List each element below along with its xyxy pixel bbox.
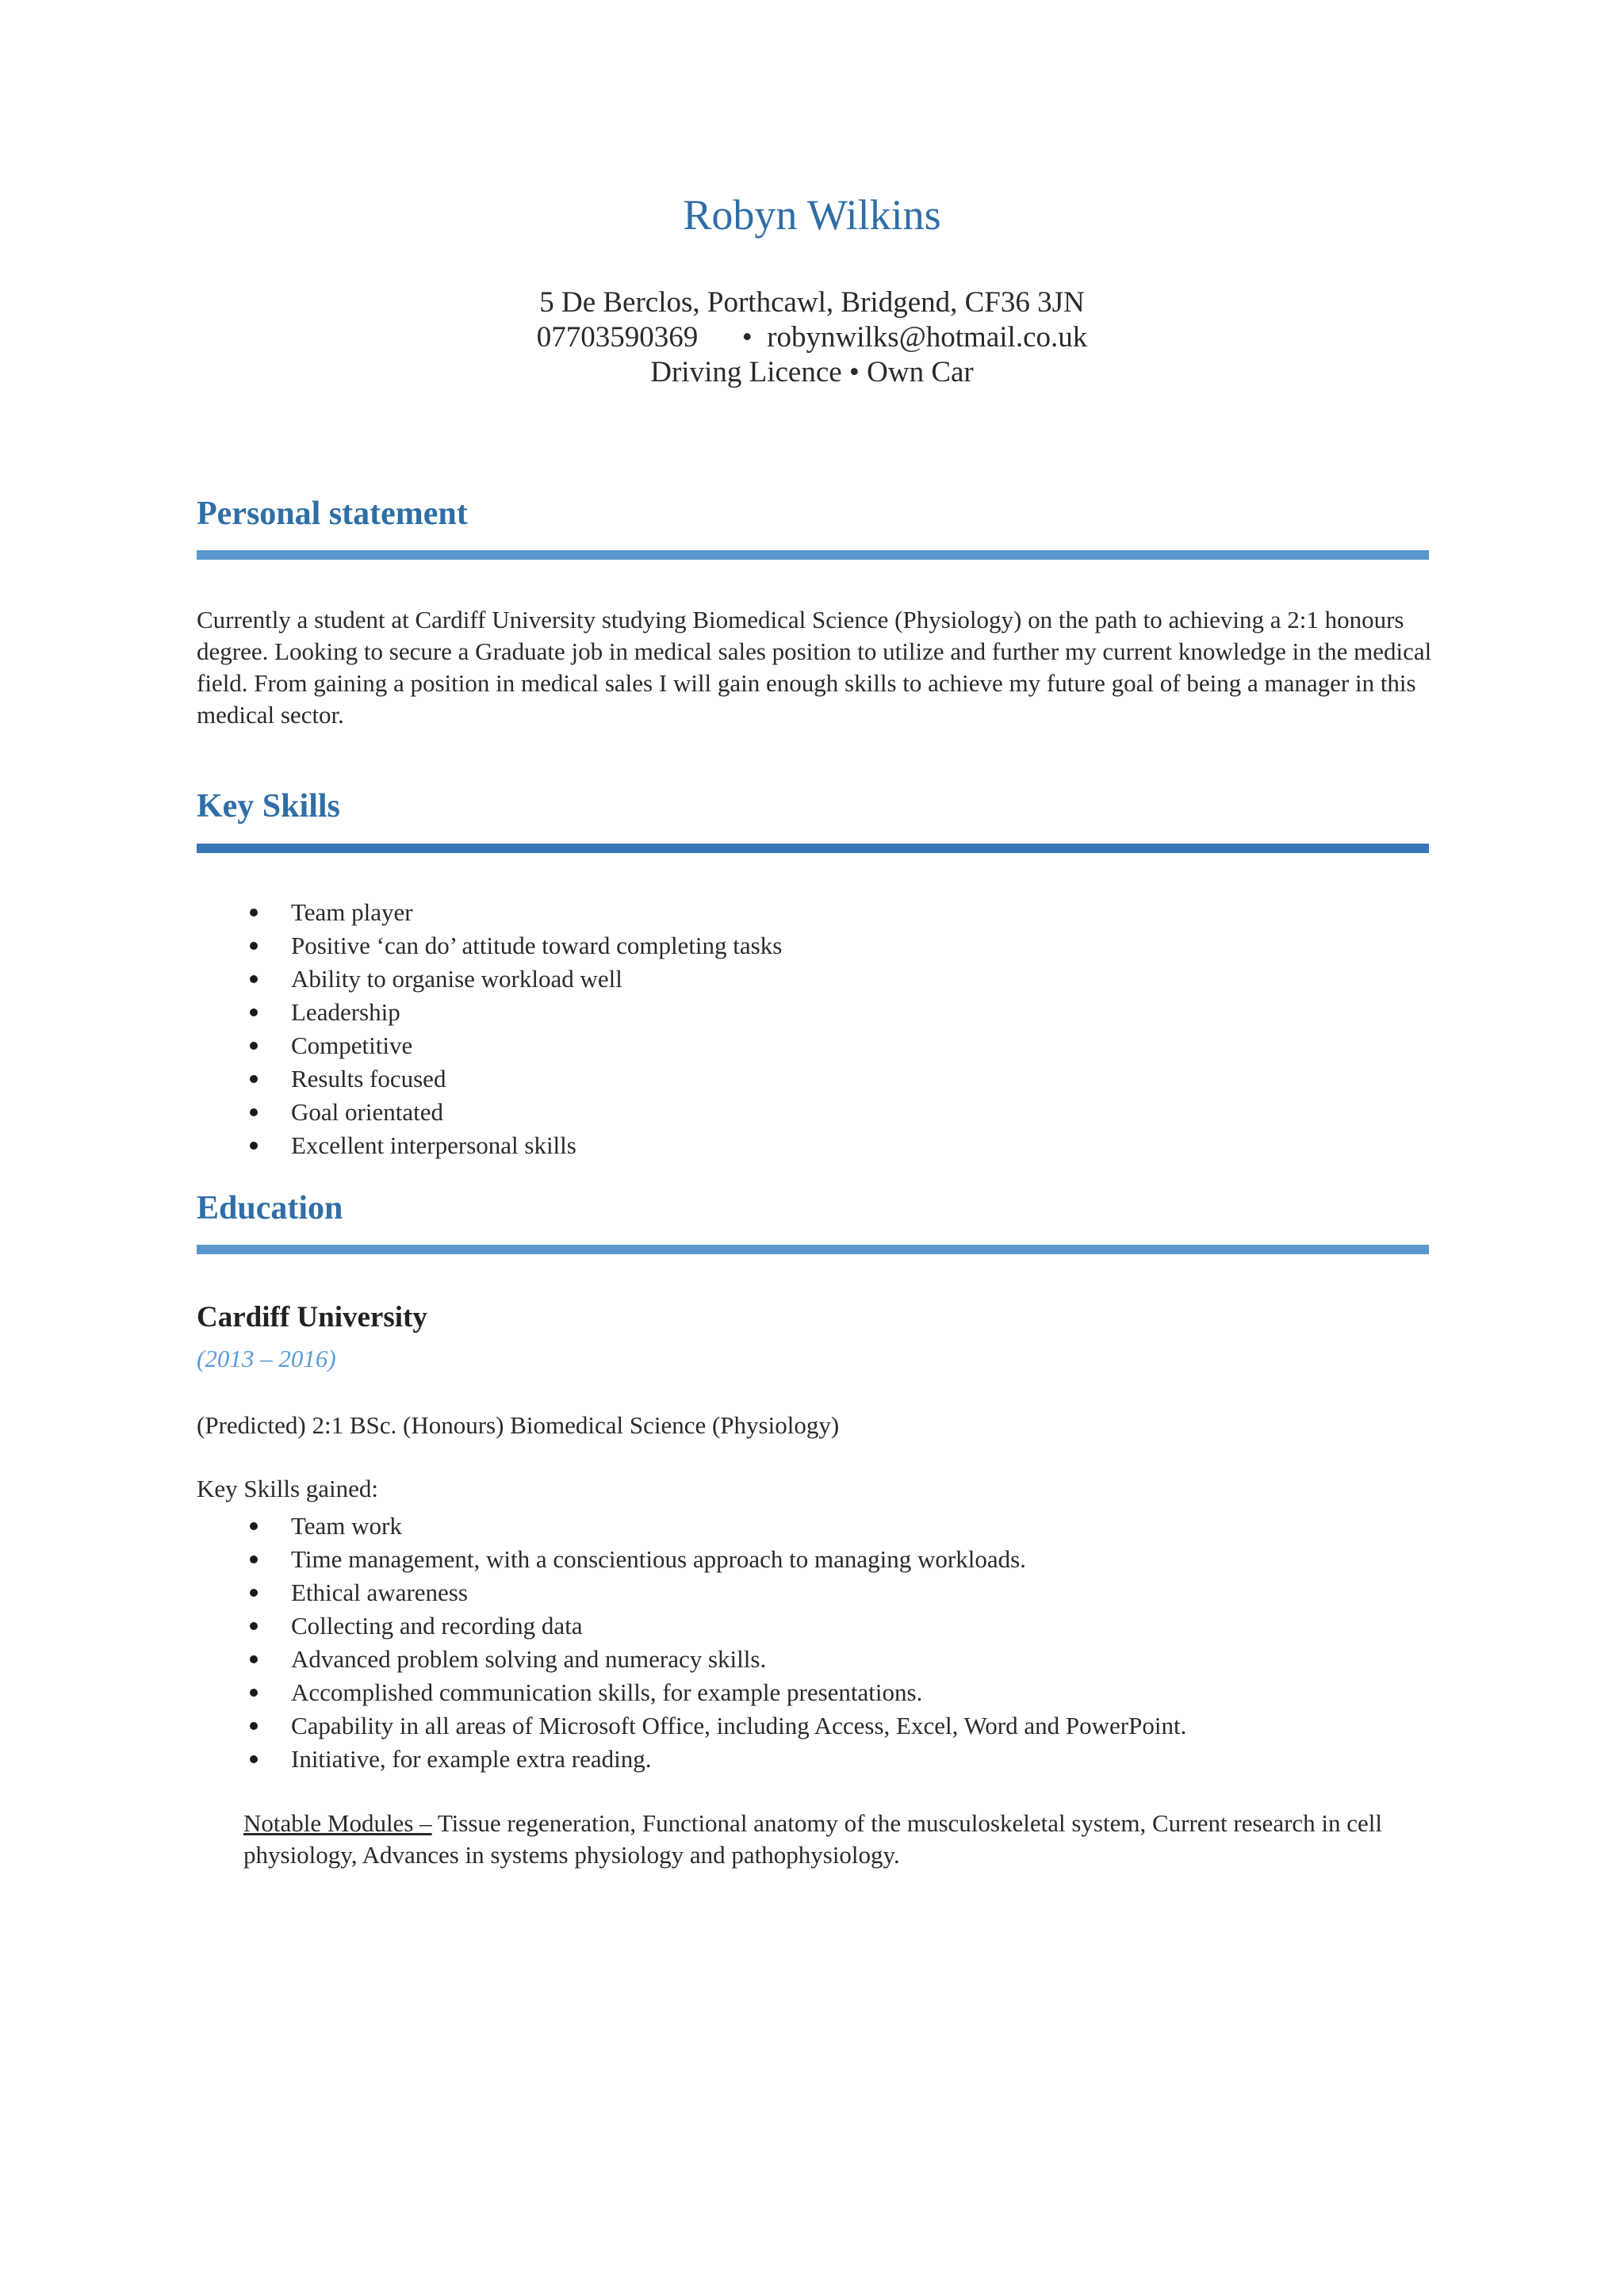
list-item: Leadership [197, 996, 782, 1029]
personal-statement-heading: Personal statement [197, 496, 468, 532]
education-years: (2013 – 2016) [197, 1345, 336, 1372]
bullet-icon [250, 1589, 258, 1597]
bullet-icon [250, 1622, 258, 1630]
candidate-name: Robyn Wilkins [683, 191, 941, 239]
list-item: Initiative, for example extra reading. [197, 1743, 1186, 1776]
bullet-icon [250, 975, 258, 983]
bullet-icon [250, 909, 258, 916]
list-item: Results focused [197, 1062, 782, 1096]
bullet-icon [250, 1042, 258, 1050]
list-item: Time management, with a conscientious approach to managing workloads. [197, 1543, 1186, 1576]
phone-email-line: 07703590369 • robynwilks@hotmail.co.uk [536, 321, 1088, 354]
list-item: Ethical awareness [197, 1576, 1186, 1609]
bullet-icon [250, 1522, 258, 1530]
list-item: Team work [197, 1510, 1186, 1543]
list-item: Goal orientated [197, 1096, 782, 1129]
bullet-icon [250, 942, 258, 950]
key-skills-list [197, 896, 782, 1162]
bullet-icon [250, 1655, 258, 1663]
personal-statement-text: Currently a student at Cardiff University studying Biomedical Science (Physiology) on the path to achieving a 2:1 honours degree. Looking to secure a Graduate job in medical sales position to utilize and further my current knowledge in the medical field. From gaining a position in medical sales I will gain enough skills to achieve my future goal of being a manager in this medical sector. [197, 606, 1432, 729]
list-item: Excellent interpersonal skills [197, 1129, 782, 1162]
section-divider [197, 844, 1429, 853]
bullet-icon [250, 1108, 258, 1116]
institution-name: Cardiff University [197, 1301, 427, 1334]
bullet-icon [250, 1008, 258, 1016]
list-item: Collecting and recording data [197, 1609, 1186, 1643]
list-item: Accomplished communication skills, for example presentations. [197, 1676, 1186, 1709]
bullet-icon [250, 1142, 258, 1150]
address-line: 5 De Berclos, Porthcawl, Bridgend, CF36 3JN [539, 286, 1085, 319]
list-item: Ability to organise workload well [197, 962, 782, 996]
list-item: Team player [197, 896, 782, 929]
list-item: Advanced problem solving and numeracy skills. [197, 1643, 1186, 1676]
bullet-icon [250, 1722, 258, 1730]
notable-modules-text: Tissue regeneration, Functional anatomy of the musculoskeletal system, Current research in cell physiology, Advances in systems physiology and pathophysiology. [243, 1809, 1383, 1869]
bullet-icon [250, 1755, 258, 1763]
list-item: Capability in all areas of Microsoft Office, including Access, Excel, Word and PowerPoint. [197, 1709, 1186, 1743]
key-skills-heading: Key Skills [197, 788, 340, 825]
education-heading: Education [197, 1190, 343, 1226]
notable-modules [243, 1808, 1433, 1871]
skills-gained-list [197, 1510, 1186, 1776]
degree-text: (Predicted) 2:1 BSc. (Honours) Biomedical Science (Physiology) [197, 1411, 840, 1439]
list-item: Positive ‘can do’ attitude toward completing tasks [197, 929, 782, 962]
skills-gained-label: Key Skills gained: [197, 1475, 379, 1502]
section-divider [197, 550, 1429, 560]
bullet-icon [250, 1075, 258, 1083]
bullet-icon [250, 1556, 258, 1563]
notable-modules-label: Notable Modules – [243, 1809, 432, 1837]
bullet-icon [250, 1689, 258, 1697]
list-item: Competitive [197, 1029, 782, 1062]
section-divider [197, 1245, 1429, 1254]
licence-line: Driving Licence • Own Car [650, 356, 974, 388]
